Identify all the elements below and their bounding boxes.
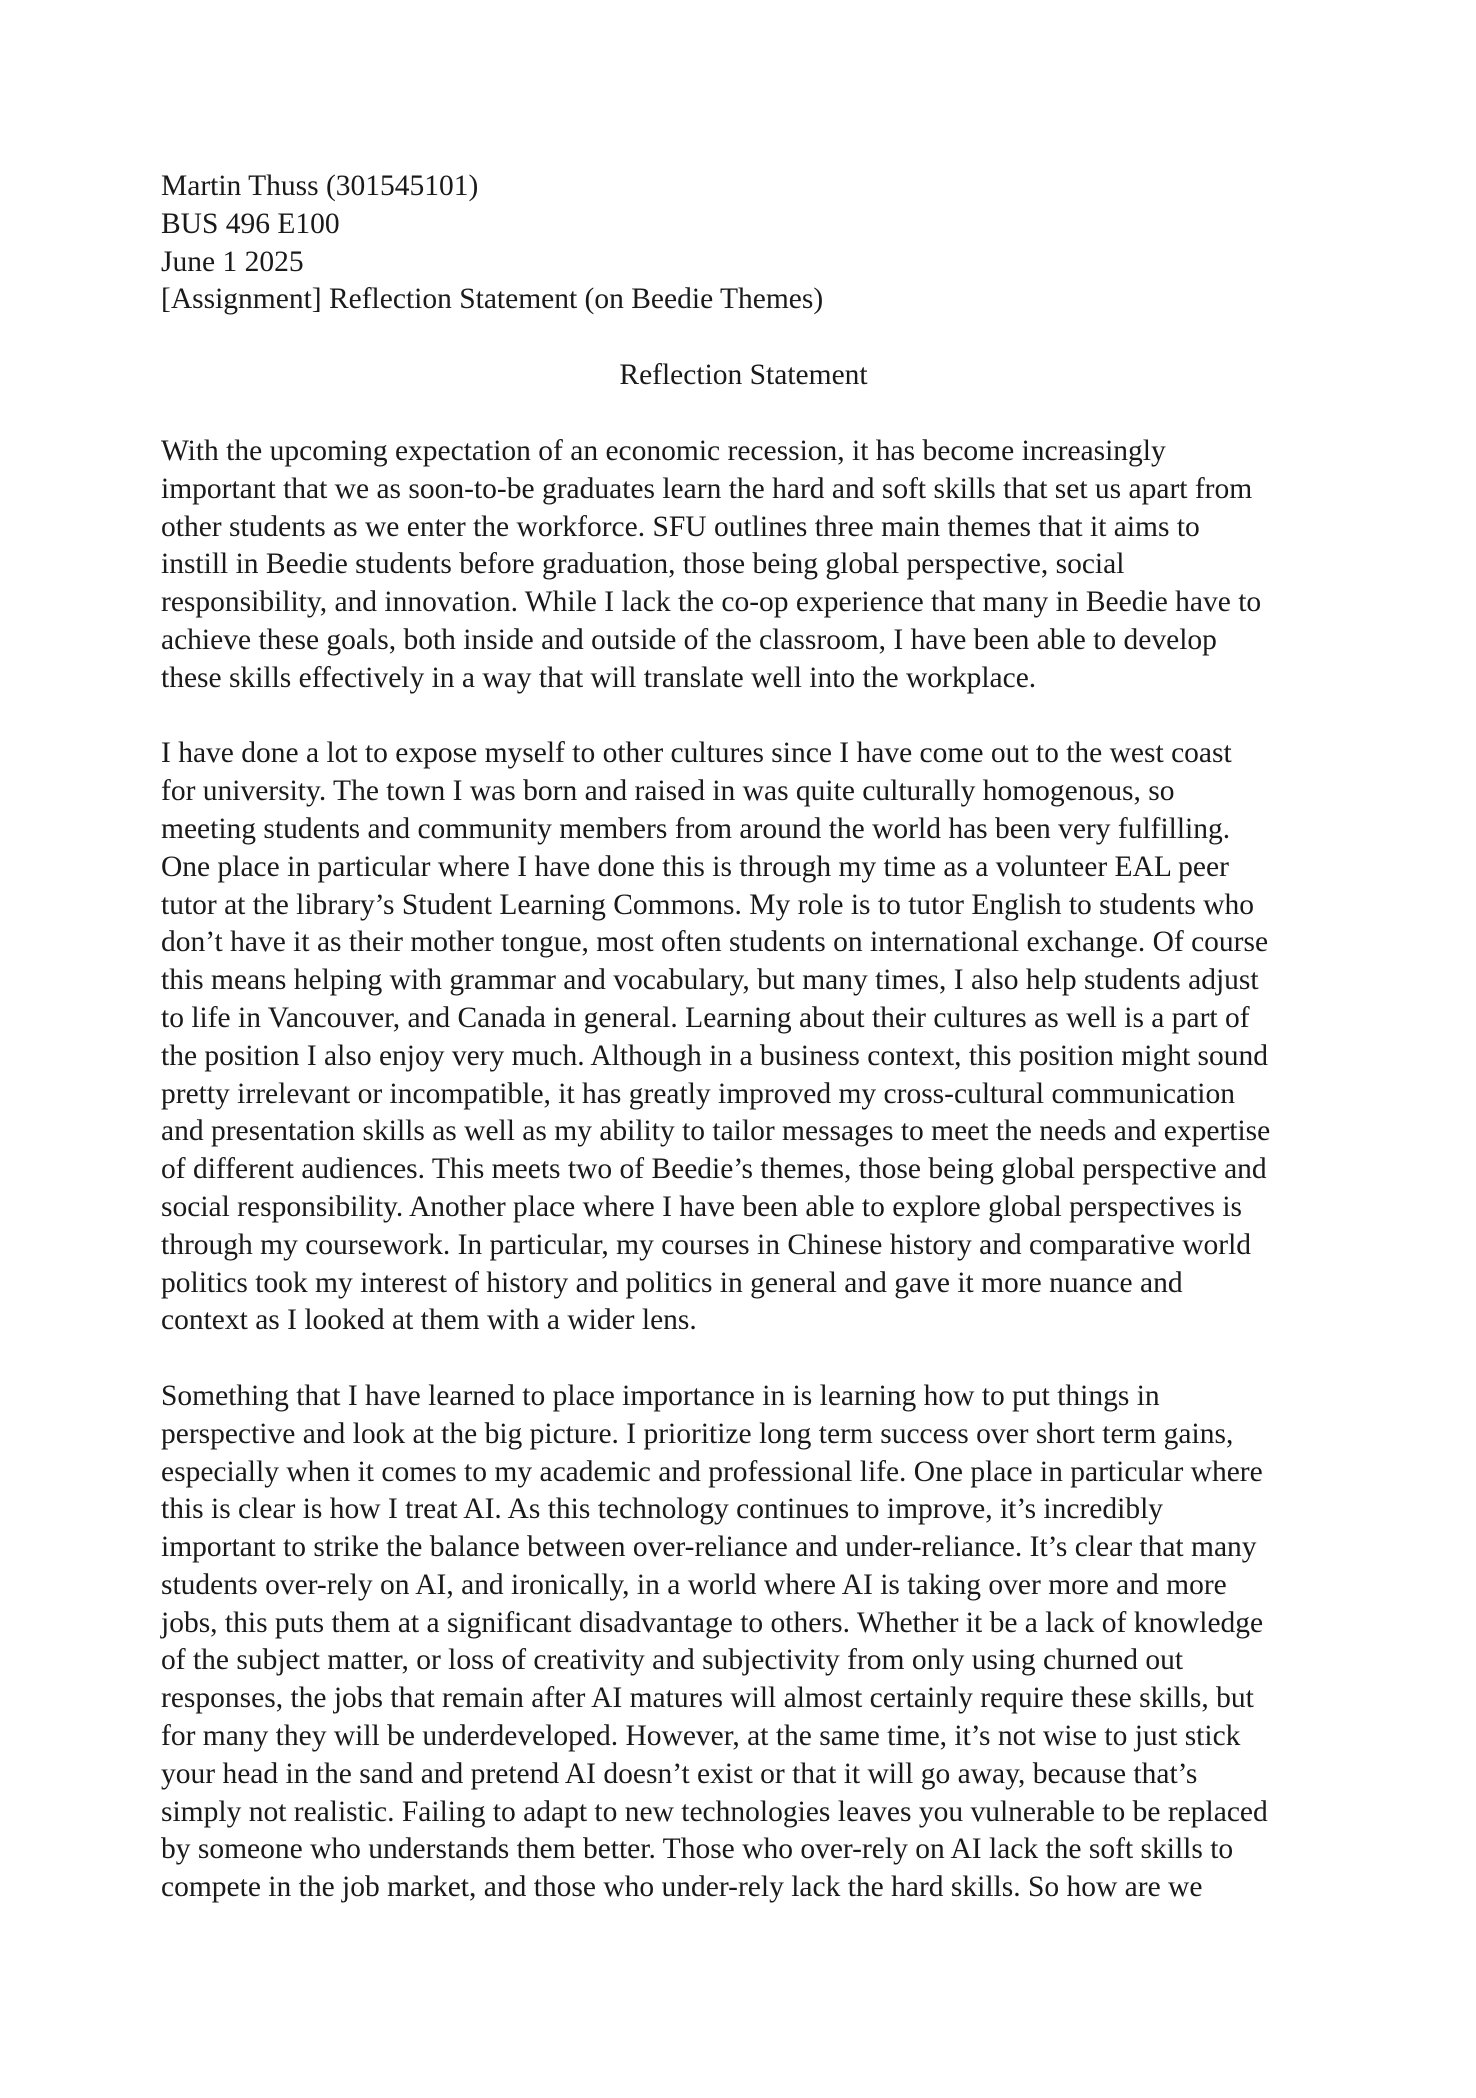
document-paragraphs <box>161 433 1326 1907</box>
paragraph-line: don’t have it as their mother tongue, most often students on international exchange. Of course <box>161 926 1269 959</box>
paragraph-line: through my coursework. In particular, my courses in Chinese history and comparative world <box>161 1228 1252 1261</box>
author-line: Martin Thuss (301545101) <box>161 170 479 202</box>
paragraph-line: and presentation skills as well as my ability to tailor messages to meet the needs and expertise <box>161 1115 1271 1148</box>
paragraph-line: social responsibility. Another place where I have been able to explore global perspectives is <box>161 1190 1243 1223</box>
paragraph-line: for university. The town I was born and raised in was quite culturally homogenous, so <box>161 775 1175 808</box>
paragraph-line: compete in the job market, and those who under-rely lack the hard skills. So how are we <box>161 1871 1203 1904</box>
paragraph-line: Something that I have learned to place importance in is learning how to put things in <box>161 1379 1160 1412</box>
paragraph-line: this means helping with grammar and vocabulary, but many times, I also help students adjust <box>161 964 1259 997</box>
paragraph-line: the position I also enjoy very much. Although in a business context, this position might sound <box>161 1039 1268 1072</box>
course-line: BUS 496 E100 <box>161 207 340 240</box>
paragraph-line: simply not realistic. Failing to adapt to new technologies leaves you vulnerable to be replaced <box>161 1795 1268 1828</box>
paragraph-line: important to strike the balance between over-reliance and under-reliance. It’s clear that many <box>161 1531 1257 1564</box>
paragraph-line: responsibility, and innovation. While I lack the co-op experience that many in Beedie have to <box>161 586 1262 619</box>
document-header <box>161 168 1326 319</box>
paragraph-line: With the upcoming expectation of an economic recession, it has become increasingly <box>161 434 1166 467</box>
paragraph-line: to life in Vancouver, and Canada in general. Learning about their cultures as well is a part of <box>161 1001 1250 1034</box>
paragraph-line: especially when it comes to my academic and professional life. One place in particular where <box>161 1455 1263 1488</box>
document-title-text: Reflection Statement <box>619 359 868 392</box>
paragraph-line: this is clear is how I treat AI. As this technology continues to improve, it’s incredibly <box>161 1493 1164 1526</box>
paragraph-line: perspective and look at the big picture. I prioritize long term success over short term gains, <box>161 1417 1234 1450</box>
paragraph-line: other students as we enter the workforce. SFU outlines three main themes that it aims to <box>161 510 1200 543</box>
paragraph-2 <box>161 735 1326 1340</box>
paragraph-1 <box>161 433 1326 698</box>
paragraph-line: your head in the sand and pretend AI doesn’t exist or that it will go away, because that’s <box>161 1757 1198 1790</box>
paragraph-line: jobs, this puts them at a significant disadvantage to others. Whether it be a lack of knowledge <box>161 1606 1264 1639</box>
paragraph-line: instill in Beedie students before graduation, those being global perspective, social <box>161 548 1125 581</box>
document-body <box>161 168 1326 1945</box>
paragraph-line: I have done a lot to expose myself to other cultures since I have come out to the west coast <box>161 737 1232 770</box>
paragraph-line: by someone who understands them better. Those who over-rely on AI lack the soft skills to <box>161 1833 1234 1866</box>
paragraph-line: pretty irrelevant or incompatible, it has greatly improved my cross-cultural communication <box>161 1077 1235 1110</box>
paragraph-line: students over-rely on AI, and ironically, in a world where AI is taking over more and more <box>161 1568 1227 1601</box>
paragraph-line: for many they will be underdeveloped. However, at the same time, it’s not wise to just stick <box>161 1720 1241 1753</box>
paragraph-line: of the subject matter, or loss of creativity and subjectivity from only using churned out <box>161 1644 1184 1677</box>
paragraph-3 <box>161 1378 1326 1907</box>
document-title <box>161 357 1326 395</box>
date-line: June 1 2025 <box>161 245 304 278</box>
paragraph-line: responses, the jobs that remain after AI matures will almost certainly require these skills, but <box>161 1682 1254 1715</box>
paragraph-line: these skills effectively in a way that will translate well into the workplace. <box>161 661 1037 694</box>
paragraph-line: One place in particular where I have done this is through my time as a volunteer EAL peer <box>161 850 1229 883</box>
assignment-line: [Assignment] Reflection Statement (on Beedie Themes) <box>161 283 824 316</box>
paragraph-line: tutor at the library’s Student Learning Commons. My role is to tutor English to students who <box>161 888 1255 921</box>
paragraph-line: achieve these goals, both inside and outside of the classroom, I have been able to develop <box>161 623 1217 656</box>
paragraph-line: of different audiences. This meets two of Beedie’s themes, those being global perspective and <box>161 1153 1267 1186</box>
paragraph-line: politics took my interest of history and politics in general and gave it more nuance and <box>161 1266 1183 1299</box>
paragraph-line: meeting students and community members from around the world has been very fulfilling. <box>161 812 1231 845</box>
paragraph-line: important that we as soon-to-be graduates learn the hard and soft skills that set us apart from <box>161 472 1253 505</box>
paragraph-line: context as I looked at them with a wider lens. <box>161 1304 697 1337</box>
